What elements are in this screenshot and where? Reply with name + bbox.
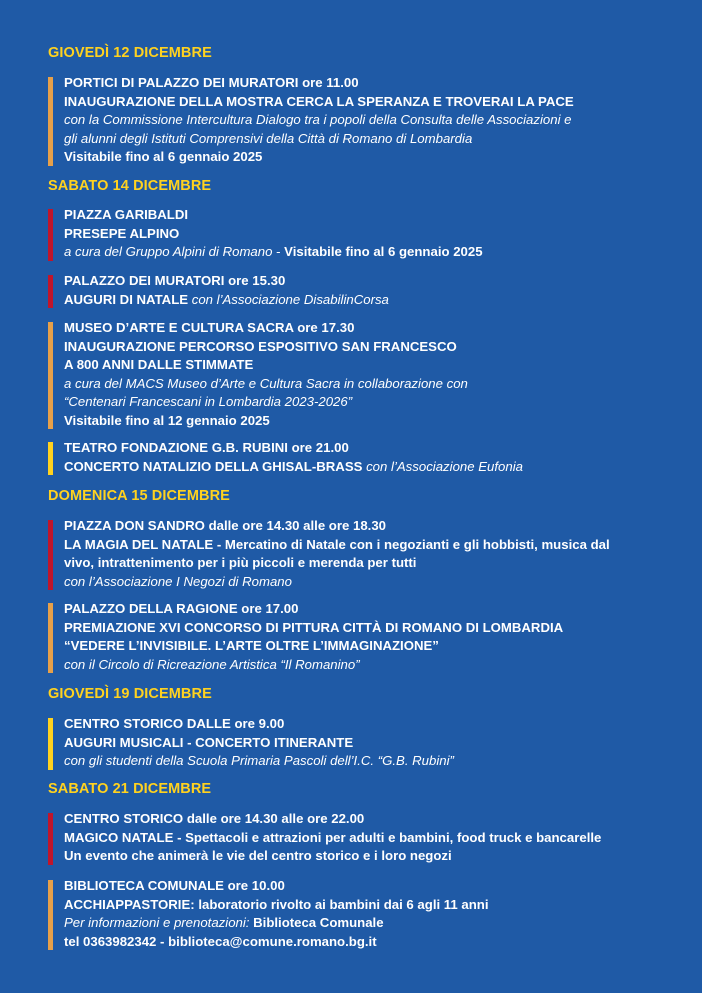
event-text: Un evento che animerà le vie del centro storico e i loro negozi [64, 848, 452, 863]
event-line [64, 93, 702, 112]
event-text: ACCHIAPPASTORIE: [64, 896, 195, 912]
event-text: PORTICI DI PALAZZO DEI MURATORI ore 11.00 [64, 75, 359, 90]
event-text: vivo, intrattenimento per i più piccoli e merenda per tutti [64, 555, 417, 570]
event-text: a cura del MACS Museo d’Arte e Cultura Sacra in collaborazione con [64, 375, 468, 391]
event-line [64, 319, 702, 338]
event-text: - Spettacoli e attrazioni per adulti e bambini, food truck e bancarelle [173, 829, 602, 845]
event-text: Visitabile fino al 6 gennaio 2025 [284, 244, 483, 259]
event-text: PIAZZA DON SANDRO [64, 518, 205, 533]
event-text: Visitabile fino al 6 gennaio 2025 [64, 149, 263, 164]
event-line [64, 877, 702, 896]
event-text: CENTRO STORICO DALLE ore 9.00 [64, 716, 285, 731]
event-line [64, 847, 702, 866]
event-line [64, 600, 702, 619]
event-accent-bar [48, 275, 53, 308]
event-text: A 800 ANNI DALLE STIMMATE [64, 357, 254, 372]
event-text: Visitabile fino al 12 gennaio 2025 [64, 412, 270, 428]
event-line [64, 225, 702, 244]
event-line [64, 829, 702, 848]
event-line [64, 637, 702, 656]
event-text: CONCERTO NATALIZIO DELLA GHISAL-BRASS [64, 458, 363, 474]
event-line [64, 412, 702, 431]
event-line [64, 130, 702, 149]
event-line [64, 619, 702, 638]
day-heading: GIOVEDÌ 12 DICEMBRE [48, 45, 212, 61]
event-text: a cura del Gruppo Alpini di Romano [64, 244, 273, 259]
event-line [64, 554, 702, 573]
event-line [64, 356, 702, 375]
event-text: PALAZZO DELLA RAGIONE ore 17.00 [64, 601, 299, 616]
day-heading: GIOVEDÌ 19 DICEMBRE [48, 686, 212, 702]
event-text: - Mercatino di Natale con i negozianti e gli hobbisti, musica dal [213, 536, 610, 552]
event-line [64, 272, 702, 291]
event-accent-bar [48, 322, 53, 429]
event-line [64, 206, 702, 225]
event-text: “Centenari Francescani in Lombardia 2023-2026” [64, 394, 353, 409]
event-text: AUGURI MUSICALI - CONCERTO ITINERANTE [64, 734, 354, 750]
event-text: dalle ore 14.30 alle ore 18.30 [204, 518, 386, 533]
event-text: PREMIAZIONE XVI CONCORSO DI PITTURA CITTÀ DI ROMANO DI LOMBARDIA [64, 619, 564, 635]
event-text: con la Commissione Intercultura Dialogo tra i popoli della Consulta delle Associazioni e [64, 112, 572, 127]
event-line [64, 734, 702, 753]
event-text: con l’Associazione DisabilinCorsa [188, 291, 389, 307]
event-text: AUGURI DI NATALE [64, 291, 189, 307]
event-text: TEATRO FONDAZIONE G.B. RUBINI ore 21.00 [64, 440, 349, 455]
event-text: gli alunni degli Istituti Comprensivi della Città di Romano di Lombardia [64, 130, 473, 146]
event-text: Per informazioni e prenotazioni: [64, 915, 254, 930]
event-text: tel 0363982342 - biblioteca@comune.romano.bg.it [64, 933, 377, 949]
event-text: INAUGURAZIONE PERCORSO ESPOSITIVO SAN FRANCESCO [64, 338, 457, 354]
event-line [64, 458, 702, 477]
event-text: con l’Associazione Eufonia [362, 458, 523, 474]
event-text: INAUGURAZIONE DELLA MOSTRA CERCA LA SPERANZA E TROVERAI LA PACE [64, 93, 574, 109]
event-line [64, 656, 702, 675]
event-line [64, 74, 702, 93]
event-text: LA MAGIA DEL NATALE [64, 536, 214, 552]
event-text: CENTRO STORICO [64, 811, 184, 826]
event-accent-bar [48, 209, 53, 261]
event-line [64, 933, 702, 952]
event-line [64, 517, 702, 536]
event-text: con gli studenti della Scuola Primaria Pascoli dell’I.C. “G.B. Rubini” [64, 753, 454, 768]
event-accent-bar [48, 520, 53, 590]
event-accent-bar [48, 718, 53, 770]
event-accent-bar [48, 880, 53, 950]
event-text: PALAZZO DEI MURATORI ore 15.30 [64, 273, 286, 288]
event-text: con l’Associazione I Negozi di Romano [64, 573, 292, 589]
event-line [64, 573, 702, 592]
event-accent-bar [48, 603, 53, 673]
event-line [64, 111, 702, 130]
event-line [64, 439, 702, 458]
event-accent-bar [48, 77, 53, 166]
event-accent-bar [48, 813, 53, 865]
day-heading: SABATO 14 DICEMBRE [48, 178, 212, 194]
event-line [64, 810, 702, 829]
event-text: con il Circolo di Ricreazione Artistica “Il Romanino” [64, 656, 360, 672]
event-line [64, 243, 702, 262]
event-text: Biblioteca Comunale [253, 915, 384, 930]
event-text: MAGICO NATALE [64, 829, 174, 845]
event-text: laboratorio rivolto ai bambini dai 6 agli 11 anni [194, 896, 489, 912]
event-text: PIAZZA GARIBALDI [64, 207, 189, 222]
event-accent-bar [48, 442, 53, 475]
event-line [64, 896, 702, 915]
event-text: dalle ore 14.30 alle ore 22.00 [183, 811, 365, 826]
event-text: PRESEPE ALPINO [64, 225, 180, 241]
event-text: - [272, 244, 285, 259]
event-text: MUSEO D’ARTE E CULTURA SACRA ore 17.30 [64, 320, 355, 335]
day-heading: DOMENICA 15 DICEMBRE [48, 488, 230, 504]
event-line [64, 393, 702, 412]
event-line [64, 338, 702, 357]
day-heading: SABATO 21 DICEMBRE [48, 781, 212, 797]
event-line [64, 375, 702, 394]
event-line [64, 291, 702, 310]
event-line [64, 914, 702, 933]
event-text: BIBLIOTECA COMUNALE ore 10.00 [64, 878, 285, 893]
event-line [64, 752, 702, 771]
event-text: “VEDERE L’INVISIBILE. L’ARTE OLTRE L’IMMAGINAZIONE” [64, 638, 439, 653]
event-line [64, 715, 702, 734]
event-line [64, 536, 702, 555]
event-line [64, 148, 702, 167]
